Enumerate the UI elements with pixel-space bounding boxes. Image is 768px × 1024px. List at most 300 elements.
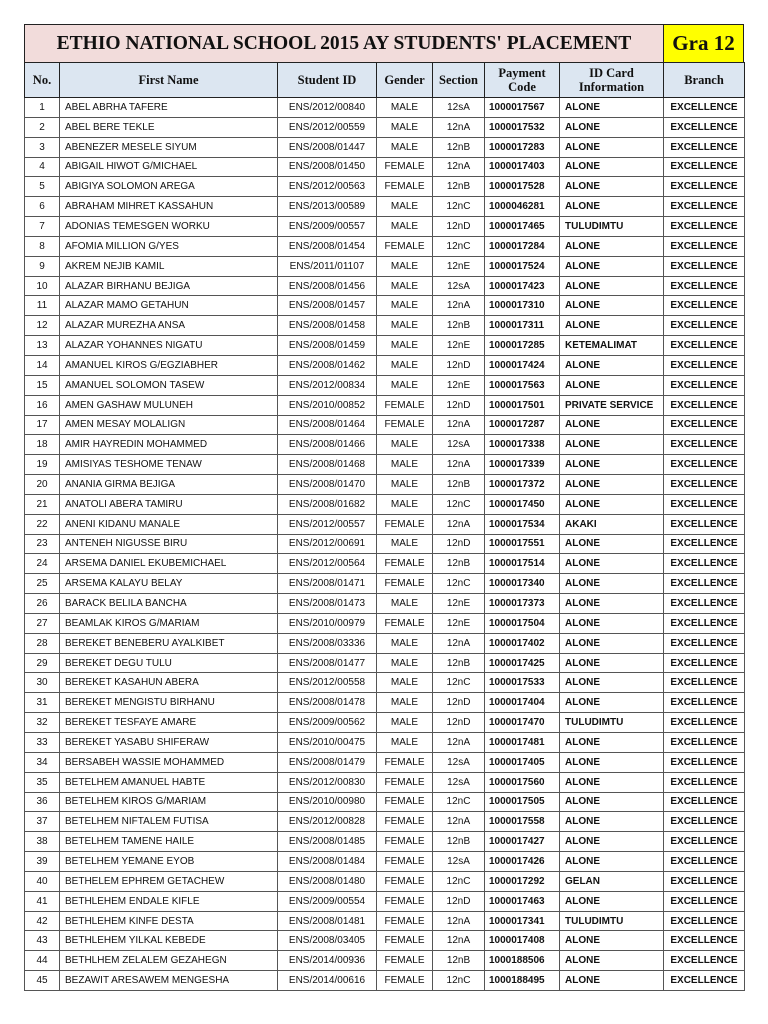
gender-cell: MALE [377, 435, 433, 455]
header-section: Section [433, 63, 485, 98]
first-name-cell: BETHELEM EPHREM GETACHEW [60, 871, 278, 891]
student-id-cell: ENS/2012/00840 [278, 98, 377, 118]
row-number: 19 [25, 455, 60, 475]
table-row [25, 316, 745, 336]
gender-cell: MALE [377, 633, 433, 653]
table-row [25, 951, 745, 971]
payment-code-cell: 1000017372 [485, 475, 560, 495]
table-row [25, 395, 745, 415]
id-card-cell: ALONE [560, 475, 664, 495]
student-id-cell: ENS/2008/01466 [278, 435, 377, 455]
table-row [25, 236, 745, 256]
student-id-cell: ENS/2008/01450 [278, 157, 377, 177]
branch-cell: EXCELLENCE [664, 911, 745, 931]
table-body [25, 98, 745, 991]
table-row [25, 812, 745, 832]
id-card-cell: PRIVATE SERVICE [560, 395, 664, 415]
section-cell: 12nA [433, 812, 485, 832]
first-name-cell: ANENI KIDANU MANALE [60, 514, 278, 534]
first-name-cell: ABENEZER MESELE SIYUM [60, 137, 278, 157]
student-id-cell: ENS/2010/00980 [278, 792, 377, 812]
section-cell: 12nA [433, 931, 485, 951]
student-id-cell: ENS/2012/00563 [278, 177, 377, 197]
branch-cell: EXCELLENCE [664, 772, 745, 792]
placement-sheet [24, 24, 744, 991]
student-id-cell: ENS/2012/00559 [278, 117, 377, 137]
id-card-cell: AKAKI [560, 514, 664, 534]
row-number: 43 [25, 931, 60, 951]
table-row [25, 455, 745, 475]
student-id-cell: ENS/2008/01459 [278, 336, 377, 356]
first-name-cell: BEREKET TESFAYE AMARE [60, 713, 278, 733]
row-number: 23 [25, 534, 60, 554]
branch-cell: EXCELLENCE [664, 713, 745, 733]
payment-code-cell: 1000017425 [485, 653, 560, 673]
branch-cell: EXCELLENCE [664, 455, 745, 475]
first-name-cell: BEREKET MENGISTU BIRHANU [60, 693, 278, 713]
gender-cell: FEMALE [377, 772, 433, 792]
branch-cell: EXCELLENCE [664, 832, 745, 852]
table-row [25, 256, 745, 276]
gender-cell: MALE [377, 355, 433, 375]
branch-cell: EXCELLENCE [664, 336, 745, 356]
section-cell: 12sA [433, 752, 485, 772]
gender-cell: FEMALE [377, 852, 433, 872]
gender-cell: MALE [377, 316, 433, 336]
id-card-cell: ALONE [560, 236, 664, 256]
id-card-cell: ALONE [560, 157, 664, 177]
row-number: 39 [25, 852, 60, 872]
gender-cell: MALE [377, 733, 433, 753]
section-cell: 12nC [433, 236, 485, 256]
table-row [25, 514, 745, 534]
first-name-cell: BETELHEM NIFTALEM FUTISA [60, 812, 278, 832]
student-id-cell: ENS/2008/01464 [278, 415, 377, 435]
student-id-cell: ENS/2008/01454 [278, 236, 377, 256]
payment-code-cell: 1000017563 [485, 375, 560, 395]
branch-cell: EXCELLENCE [664, 534, 745, 554]
row-number: 31 [25, 693, 60, 713]
row-number: 13 [25, 336, 60, 356]
section-cell: 12nC [433, 792, 485, 812]
payment-code-cell: 1000017405 [485, 752, 560, 772]
first-name-cell: ABRAHAM MIHRET KASSAHUN [60, 197, 278, 217]
table-row [25, 355, 745, 375]
id-card-cell: ALONE [560, 415, 664, 435]
id-card-cell: ALONE [560, 276, 664, 296]
branch-cell: EXCELLENCE [664, 375, 745, 395]
branch-cell: EXCELLENCE [664, 613, 745, 633]
first-name-cell: BETHLEHEM ENDALE KIFLE [60, 891, 278, 911]
gender-cell: FEMALE [377, 971, 433, 991]
section-cell: 12nB [433, 177, 485, 197]
row-number: 15 [25, 375, 60, 395]
payment-code-cell: 1000017287 [485, 415, 560, 435]
id-card-cell: ALONE [560, 772, 664, 792]
section-cell: 12nB [433, 475, 485, 495]
table-row [25, 752, 745, 772]
student-id-cell: ENS/2009/00557 [278, 217, 377, 237]
table-row [25, 633, 745, 653]
gender-cell: MALE [377, 455, 433, 475]
branch-cell: EXCELLENCE [664, 891, 745, 911]
id-card-cell: TULUDIMTU [560, 217, 664, 237]
first-name-cell: BEREKET DEGU TULU [60, 653, 278, 673]
student-id-cell: ENS/2008/03336 [278, 633, 377, 653]
branch-cell: EXCELLENCE [664, 693, 745, 713]
student-id-cell: ENS/2008/01470 [278, 475, 377, 495]
id-card-cell: ALONE [560, 435, 664, 455]
student-id-cell: ENS/2011/01107 [278, 256, 377, 276]
payment-code-cell: 1000017465 [485, 217, 560, 237]
id-card-cell: ALONE [560, 494, 664, 514]
first-name-cell: ABIGAIL HIWOT G/MICHAEL [60, 157, 278, 177]
id-card-cell: ALONE [560, 455, 664, 475]
first-name-cell: ABEL BERE TEKLE [60, 117, 278, 137]
student-id-cell: ENS/2012/00558 [278, 673, 377, 693]
row-number: 5 [25, 177, 60, 197]
payment-code-cell: 1000017567 [485, 98, 560, 118]
first-name-cell: AMISIYAS TESHOME TENAW [60, 455, 278, 475]
row-number: 22 [25, 514, 60, 534]
id-card-cell: ALONE [560, 534, 664, 554]
section-cell: 12nB [433, 137, 485, 157]
row-number: 6 [25, 197, 60, 217]
section-cell: 12nB [433, 554, 485, 574]
gender-cell: FEMALE [377, 911, 433, 931]
header-payment-line2: Code [508, 80, 536, 94]
branch-cell: EXCELLENCE [664, 197, 745, 217]
payment-code-cell: 1000017505 [485, 792, 560, 812]
section-cell: 12nD [433, 693, 485, 713]
student-id-cell: ENS/2012/00557 [278, 514, 377, 534]
branch-cell: EXCELLENCE [664, 296, 745, 316]
payment-code-cell: 1000017481 [485, 733, 560, 753]
first-name-cell: ABIGIYA SOLOMON AREGA [60, 177, 278, 197]
branch-cell: EXCELLENCE [664, 574, 745, 594]
first-name-cell: AFOMIA MILLION G/YES [60, 236, 278, 256]
table-row [25, 574, 745, 594]
student-id-cell: ENS/2008/01480 [278, 871, 377, 891]
gender-cell: FEMALE [377, 752, 433, 772]
table-row [25, 891, 745, 911]
branch-cell: EXCELLENCE [664, 494, 745, 514]
first-name-cell: BEREKET KASAHUN ABERA [60, 673, 278, 693]
student-id-cell: ENS/2008/01456 [278, 276, 377, 296]
table-row [25, 971, 745, 991]
first-name-cell: AMEN GASHAW MULUNEH [60, 395, 278, 415]
header-payment-line1: Payment [498, 66, 546, 80]
gender-cell: FEMALE [377, 177, 433, 197]
table-row [25, 534, 745, 554]
student-id-cell: ENS/2010/00979 [278, 613, 377, 633]
student-id-cell: ENS/2012/00834 [278, 375, 377, 395]
table-row [25, 911, 745, 931]
section-cell: 12nA [433, 157, 485, 177]
id-card-cell: ALONE [560, 633, 664, 653]
first-name-cell: BEREKET YASABU SHIFERAW [60, 733, 278, 753]
section-cell: 12nE [433, 375, 485, 395]
gender-cell: MALE [377, 693, 433, 713]
payment-code-cell: 1000017423 [485, 276, 560, 296]
id-card-cell: ALONE [560, 971, 664, 991]
id-card-cell: ALONE [560, 375, 664, 395]
gender-cell: FEMALE [377, 395, 433, 415]
student-id-cell: ENS/2008/01479 [278, 752, 377, 772]
student-id-cell: ENS/2008/01473 [278, 594, 377, 614]
section-cell: 12nC [433, 871, 485, 891]
payment-code-cell: 1000017283 [485, 137, 560, 157]
student-id-cell: ENS/2014/00616 [278, 971, 377, 991]
payment-code-cell: 1000017560 [485, 772, 560, 792]
section-cell: 12nC [433, 574, 485, 594]
first-name-cell: AMANUEL KIROS G/EGZIABHER [60, 355, 278, 375]
section-cell: 12sA [433, 435, 485, 455]
row-number: 30 [25, 673, 60, 693]
table-row [25, 871, 745, 891]
table-row [25, 336, 745, 356]
header-idcard-line1: ID Card [589, 66, 634, 80]
payment-code-cell: 1000046281 [485, 197, 560, 217]
id-card-cell: TULUDIMTU [560, 713, 664, 733]
payment-code-cell: 1000017292 [485, 871, 560, 891]
section-cell: 12nC [433, 197, 485, 217]
table-row [25, 931, 745, 951]
branch-cell: EXCELLENCE [664, 236, 745, 256]
row-number: 12 [25, 316, 60, 336]
first-name-cell: AMEN MESAY MOLALIGN [60, 415, 278, 435]
id-card-cell: ALONE [560, 752, 664, 772]
id-card-cell: ALONE [560, 931, 664, 951]
student-id-cell: ENS/2012/00830 [278, 772, 377, 792]
table-row [25, 772, 745, 792]
table-row [25, 693, 745, 713]
student-id-cell: ENS/2008/01447 [278, 137, 377, 157]
id-card-cell: ALONE [560, 812, 664, 832]
payment-code-cell: 1000017524 [485, 256, 560, 276]
first-name-cell: ANANIA GIRMA BEJIGA [60, 475, 278, 495]
gender-cell: MALE [377, 475, 433, 495]
row-number: 25 [25, 574, 60, 594]
placement-table [24, 62, 745, 991]
first-name-cell: AMIR HAYREDIN MOHAMMED [60, 435, 278, 455]
branch-cell: EXCELLENCE [664, 276, 745, 296]
id-card-cell: ALONE [560, 673, 664, 693]
student-id-cell: ENS/2012/00691 [278, 534, 377, 554]
payment-code-cell: 1000017533 [485, 673, 560, 693]
payment-code-cell: 1000017408 [485, 931, 560, 951]
first-name-cell: BETHLEHEM KINFE DESTA [60, 911, 278, 931]
payment-code-cell: 1000017341 [485, 911, 560, 931]
row-number: 20 [25, 475, 60, 495]
section-cell: 12nE [433, 613, 485, 633]
first-name-cell: BETELHEM KIROS G/MARIAM [60, 792, 278, 812]
id-card-cell: ALONE [560, 137, 664, 157]
payment-code-cell: 1000017402 [485, 633, 560, 653]
first-name-cell: ALAZAR BIRHANU BEJIGA [60, 276, 278, 296]
table-row [25, 832, 745, 852]
first-name-cell: AKREM NEJIB KAMIL [60, 256, 278, 276]
section-cell: 12nA [433, 633, 485, 653]
student-id-cell: ENS/2012/00828 [278, 812, 377, 832]
branch-cell: EXCELLENCE [664, 931, 745, 951]
table-row [25, 852, 745, 872]
payment-code-cell: 1000017528 [485, 177, 560, 197]
id-card-cell: ALONE [560, 117, 664, 137]
table-row [25, 375, 745, 395]
header-id-card [560, 63, 664, 98]
row-number: 10 [25, 276, 60, 296]
table-row [25, 475, 745, 495]
student-id-cell: ENS/2008/03405 [278, 931, 377, 951]
gender-cell: MALE [377, 256, 433, 276]
first-name-cell: BERSABEH WASSIE MOHAMMED [60, 752, 278, 772]
branch-cell: EXCELLENCE [664, 871, 745, 891]
table-row [25, 673, 745, 693]
student-id-cell: ENS/2008/01477 [278, 653, 377, 673]
section-cell: 12nB [433, 832, 485, 852]
header-gender: Gender [377, 63, 433, 98]
row-number: 44 [25, 951, 60, 971]
payment-code-cell: 1000188495 [485, 971, 560, 991]
student-id-cell: ENS/2008/01478 [278, 693, 377, 713]
table-row [25, 653, 745, 673]
id-card-cell: ALONE [560, 613, 664, 633]
section-cell: 12sA [433, 98, 485, 118]
table-row [25, 276, 745, 296]
first-name-cell: BEZAWIT ARESAWEM MENGESHA [60, 971, 278, 991]
gender-cell: FEMALE [377, 554, 433, 574]
table-row [25, 494, 745, 514]
section-cell: 12nD [433, 355, 485, 375]
id-card-cell: ALONE [560, 832, 664, 852]
row-number: 7 [25, 217, 60, 237]
row-number: 45 [25, 971, 60, 991]
gender-cell: MALE [377, 197, 433, 217]
header-no: No. [25, 63, 60, 98]
id-card-cell: ALONE [560, 197, 664, 217]
student-id-cell: ENS/2010/00852 [278, 395, 377, 415]
student-id-cell: ENS/2008/01682 [278, 494, 377, 514]
row-number: 38 [25, 832, 60, 852]
gender-cell: MALE [377, 673, 433, 693]
branch-cell: EXCELLENCE [664, 98, 745, 118]
id-card-cell: ALONE [560, 852, 664, 872]
branch-cell: EXCELLENCE [664, 554, 745, 574]
payment-code-cell: 1000017427 [485, 832, 560, 852]
branch-cell: EXCELLENCE [664, 594, 745, 614]
gender-cell: MALE [377, 534, 433, 554]
row-number: 28 [25, 633, 60, 653]
branch-cell: EXCELLENCE [664, 733, 745, 753]
section-cell: 12nE [433, 336, 485, 356]
gender-cell: MALE [377, 375, 433, 395]
gender-cell: MALE [377, 117, 433, 137]
section-cell: 12nA [433, 911, 485, 931]
header-idcard-line2: Information [578, 80, 645, 94]
section-cell: 12nC [433, 673, 485, 693]
id-card-cell: ALONE [560, 355, 664, 375]
branch-cell: EXCELLENCE [664, 792, 745, 812]
row-number: 8 [25, 236, 60, 256]
gender-cell: FEMALE [377, 951, 433, 971]
first-name-cell: ANATOLI ABERA TAMIRU [60, 494, 278, 514]
first-name-cell: BETELHEM TAMENE HAILE [60, 832, 278, 852]
section-cell: 12nA [433, 733, 485, 753]
student-id-cell: ENS/2012/00564 [278, 554, 377, 574]
section-cell: 12nD [433, 713, 485, 733]
row-number: 11 [25, 296, 60, 316]
first-name-cell: ALAZAR YOHANNES NIGATU [60, 336, 278, 356]
gender-cell: MALE [377, 594, 433, 614]
payment-code-cell: 1000017450 [485, 494, 560, 514]
branch-cell: EXCELLENCE [664, 435, 745, 455]
row-number: 17 [25, 415, 60, 435]
section-cell: 12nC [433, 494, 485, 514]
section-cell: 12nC [433, 971, 485, 991]
branch-cell: EXCELLENCE [664, 177, 745, 197]
student-id-cell: ENS/2008/01484 [278, 852, 377, 872]
payment-code-cell: 1000017558 [485, 812, 560, 832]
section-cell: 12sA [433, 276, 485, 296]
id-card-cell: ALONE [560, 951, 664, 971]
section-cell: 12nD [433, 534, 485, 554]
row-number: 40 [25, 871, 60, 891]
id-card-cell: GELAN [560, 871, 664, 891]
table-row [25, 177, 745, 197]
row-number: 34 [25, 752, 60, 772]
payment-code-cell: 1000017532 [485, 117, 560, 137]
row-number: 18 [25, 435, 60, 455]
id-card-cell: ALONE [560, 98, 664, 118]
gender-cell: FEMALE [377, 891, 433, 911]
gender-cell: FEMALE [377, 931, 433, 951]
section-cell: 12nB [433, 653, 485, 673]
table-row [25, 733, 745, 753]
payment-code-cell: 1000017373 [485, 594, 560, 614]
table-row [25, 197, 745, 217]
first-name-cell: BARACK BELILA BANCHA [60, 594, 278, 614]
section-cell: 12nA [433, 296, 485, 316]
branch-cell: EXCELLENCE [664, 971, 745, 991]
header-branch: Branch [664, 63, 745, 98]
branch-cell: EXCELLENCE [664, 673, 745, 693]
table-row [25, 296, 745, 316]
id-card-cell: TULUDIMTU [560, 911, 664, 931]
id-card-cell: ALONE [560, 554, 664, 574]
first-name-cell: ANTENEH NIGUSSE BIRU [60, 534, 278, 554]
payment-code-cell: 1000017310 [485, 296, 560, 316]
title-row [24, 24, 744, 62]
table-row [25, 613, 745, 633]
row-number: 32 [25, 713, 60, 733]
gender-cell: MALE [377, 653, 433, 673]
branch-cell: EXCELLENCE [664, 217, 745, 237]
student-id-cell: ENS/2014/00936 [278, 951, 377, 971]
payment-code-cell: 1000017339 [485, 455, 560, 475]
branch-cell: EXCELLENCE [664, 316, 745, 336]
gender-cell: MALE [377, 276, 433, 296]
id-card-cell: ALONE [560, 594, 664, 614]
branch-cell: EXCELLENCE [664, 137, 745, 157]
table-row [25, 713, 745, 733]
row-number: 3 [25, 137, 60, 157]
branch-cell: EXCELLENCE [664, 395, 745, 415]
section-cell: 12nB [433, 951, 485, 971]
table-row [25, 137, 745, 157]
gender-cell: MALE [377, 217, 433, 237]
payment-code-cell: 1000017514 [485, 554, 560, 574]
